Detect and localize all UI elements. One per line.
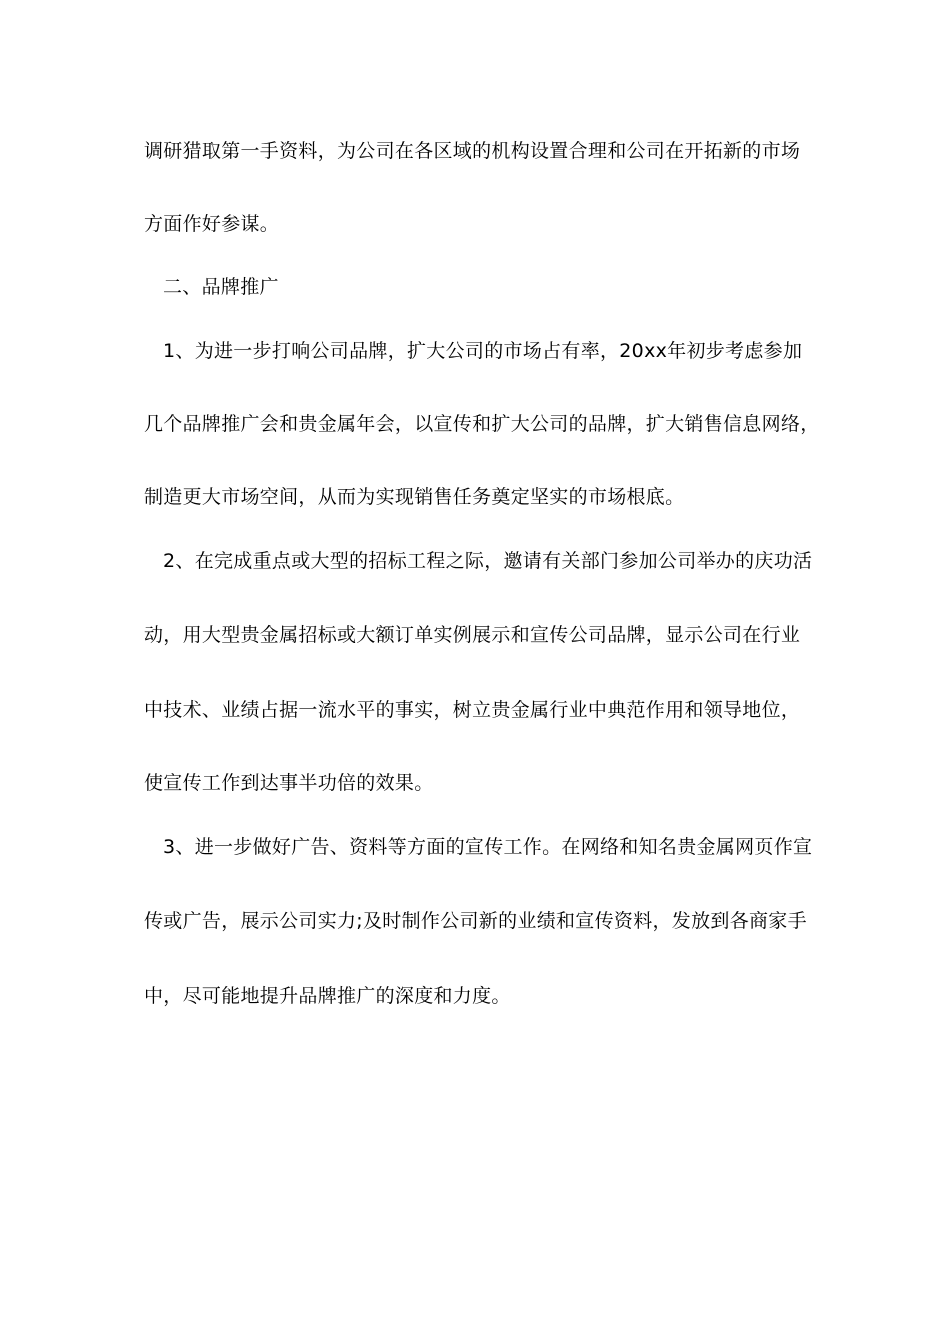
text-line: 中，尽可能地提升品牌推广的深度和力度。 [144,985,511,1007]
text-line: 使宣传工作到达事半功倍的效果。 [144,772,434,794]
text-line: 3、进一步做好广告、资料等方面的宣传工作。在网络和知名贵金属网页作宣 [163,836,813,858]
text-line: 1、为进一步打响公司品牌，扩大公司的市场占有率，20xx年初步考虑参加 [163,340,803,362]
text-line: 中技术、业绩占据一流水平的事实，树立贵金属行业中典范作用和领导地位， [144,699,801,721]
section-heading: 二、品牌推广 [163,276,279,298]
text-line: 动，用大型贵金属招标或大额订单实例展示和宣传公司品牌，显示公司在行业 [144,624,801,646]
text-line: 2、在完成重点或大型的招标工程之际，邀请有关部门参加公司举办的庆功活 [163,550,813,572]
text-line: 传或广告，展示公司实力;及时制作公司新的业绩和宣传资料，发放到各商家手 [144,910,807,932]
text-line: 几个品牌推广会和贵金属年会，以宣传和扩大公司的品牌，扩大销售信息网络， [144,413,820,435]
text-line: 制造更大市场空间，从而为实现销售任务奠定坚实的市场根底。 [144,486,685,508]
text-line: 调研猎取第一手资料，为公司在各区域的机构设置合理和公司在开拓新的市场 [144,140,801,162]
text-line: 方面作好参谋。 [144,213,280,235]
